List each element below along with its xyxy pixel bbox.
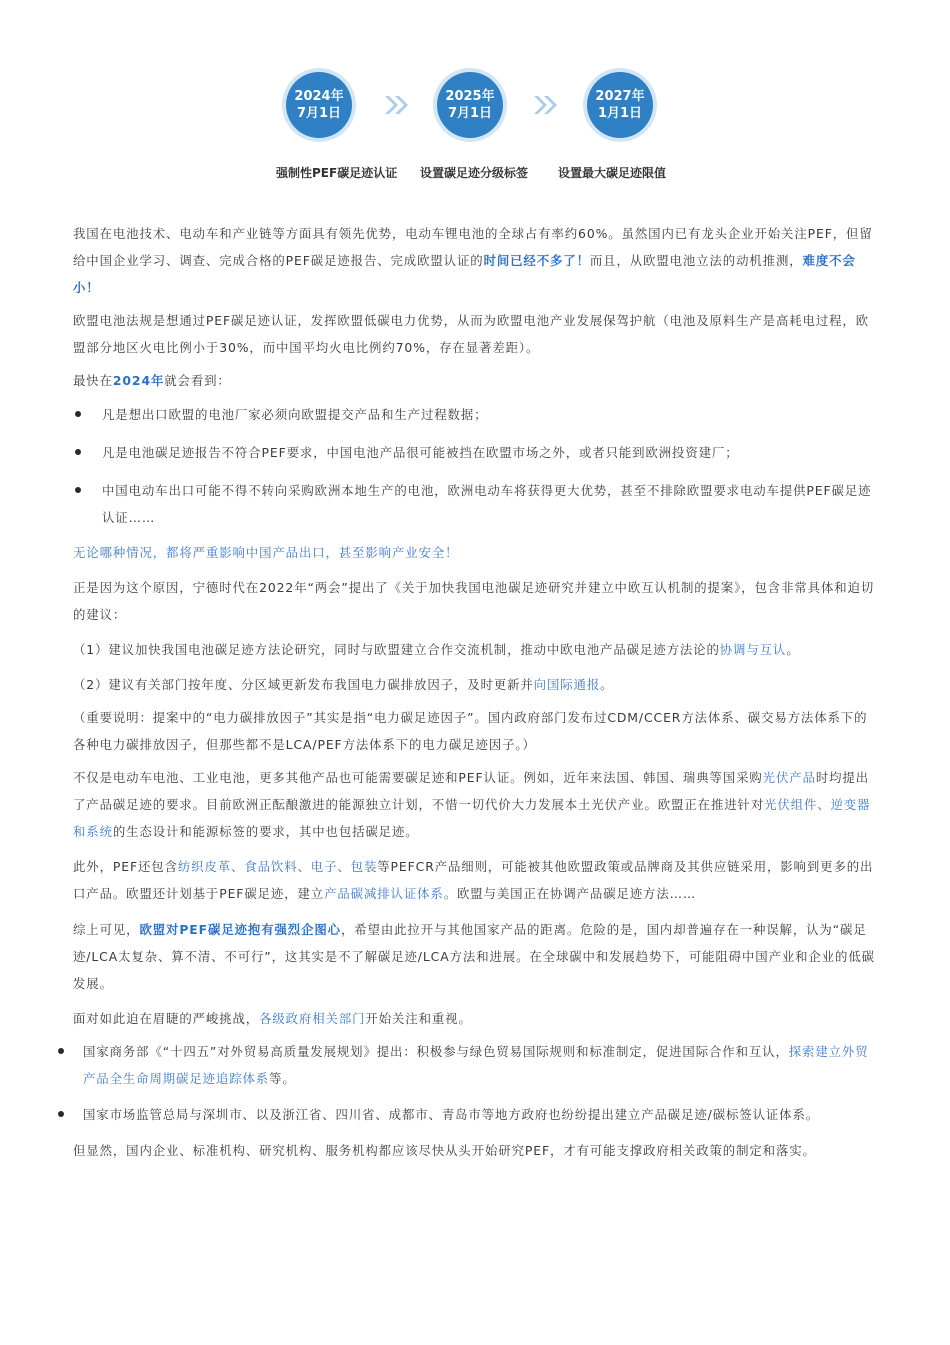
timeline-year: 2025年 [445,89,495,104]
timeline-year: 2027年 [595,89,645,104]
list-item: 国家市场监管总局与深圳市、以及浙江省、四川省、成都市、青岛市等地方政府也纷纷提出建立产品碳足迹/碳标签认证体系。 [58,1101,878,1128]
highlight-coordination: 协调与互认 [719,642,787,657]
list-item: 凡是想出口欧盟的电池厂家必须向欧盟提交产品和生产过程数据； [73,401,878,428]
bullet-icon [58,1111,64,1117]
highlight-categories: 纺织皮革、食品饮料、电子、包装 [177,859,378,874]
timeline-label-1: 强制性PEF碳足迹认证 [276,166,398,180]
paragraph-other-products: 不仅是电动车电池、工业电池，更多其他产品也可能需要碳足迹和PEF认证。例如，近年来法国、韩国、瑞典等国采购光伏产品时均提出了产品碳足迹的要求。目前欧洲正酝酿激进的能源独立计划，不惜一切代价大力发展本土光伏产业。欧盟正在推进针对光伏组件、逆变器和系统的生态设计和能源标签的要求，其中也包括碳足迹。 [73,770,871,839]
bullet-icon [75,411,81,417]
highlight-year: 2024年 [112,373,165,388]
paragraph-warning: 无论哪种情况，都将严重影响中国产品出口，甚至影响产业安全！ [73,545,459,560]
timeline-label-2: 设置碳足迹分级标签 [420,166,529,180]
paragraph-catl-proposal: 正是因为这个原因，宁德时代在2022年“两会”提出了《关于加快我国电池碳足迹研究并建立中欧互认机制的提案》，包含非常具体和迫切的建议： [73,580,875,622]
paragraph-government: 面对如此迫在眉睫的严峻挑战，各级政府相关部门开始关注和重视。 [73,1011,472,1026]
highlight-report: 向国际通报 [533,677,601,692]
paragraph-suggestion-2: （2）建议有关部门按年度、分区域更新发布我国电力碳排放因子，及时更新并向国际通报。 [73,677,614,692]
double-chevron-right-icon [532,93,560,117]
paragraph-pefcr: 此外，PEF还包含纺织皮革、食品饮料、电子、包装等PEFCR产品细则，可能被其他欧盟政策或品牌商及其供应链采用，影响到更多的出口产品。欧盟还计划基于PEF碳足迹，建立产品碳减排认证体系。欧盟与美国正在协调产品碳足迹方法…… [73,859,874,901]
list-item: 国家商务部《“十四五”对外贸易高质量发展规划》提出：积极参与绿色贸易国际规则和标准制定，促进国际合作和互认，探索建立外贸产品全生命周期碳足迹追踪体系等。 [58,1038,878,1092]
paragraph-eu-regulation: 欧盟电池法规是想通过PEF碳足迹认证，发挥欧盟低碳电力优势，从而为欧盟电池产业发展保驾护航（电池及原料生产是高耗电过程，欧盟部分地区火电比例小于30%，而中国平均火电比例约70%，存在显著差距）。 [73,313,869,355]
paragraph-summary: 综上可见，欧盟对PEF碳足迹抱有强烈企图心，希望由此拉开与其他国家产品的距离。危险的是，国内却普遍存在一种误解，认为“碳足迹/LCA太复杂、算不清、不可行”，这其实是不了解碳足迹/LCA方法和进展。在全球碳中和发展趋势下，可能阻碍中国产业和企业的低碳发展。 [73,922,875,991]
consequence-list [73,401,878,531]
timeline-node-2024 [286,72,352,138]
paragraph-conclusion: 但显然，国内企业、标准机构、研究机构、服务机构都应该尽快从头开始研究PEF，才有可能支撑政府相关政策的制定和落实。 [73,1143,816,1158]
bullet-icon [75,487,81,493]
highlight-government: 各级政府相关部门 [259,1011,366,1026]
bullet-icon [58,1048,64,1054]
list-item: 中国电动车出口可能不得不转向采购欧洲本地生产的电池，欧洲电动车将获得更大优势，甚至不排除欧盟要求电动车提供PEF碳足迹认证…… [73,477,878,531]
paragraph-suggestion-1: （1）建议加快我国电池碳足迹方法论研究，同时与欧盟建立合作交流机制，推动中欧电池产品碳足迹方法论的协调与互认。 [73,642,800,657]
government-list [58,1038,878,1128]
timeline-label-3: 设置最大碳足迹限值 [558,166,667,180]
article-body [73,220,878,1164]
highlight-ambition: 欧盟对PEF碳足迹抱有强烈企图心 [139,922,341,937]
timeline-date: 1月1日 [597,106,643,121]
timeline-date: 7月1日 [447,106,493,121]
paragraph-note: （重要说明：提案中的“电力碳排放因子”其实是指“电力碳足迹因子”。国内政府部门发布过CDM/CCER方法体系、碳交易方法体系下的各种电力碳排放因子，但那些都不是LCA/PEF方法体系下的电力碳足迹因子。） [73,710,868,752]
highlight-pv-products: 光伏产品 [762,770,816,785]
paragraph-2024: 最快在2024年就会看到： [73,373,231,388]
timeline-date: 7月1日 [296,106,342,121]
timeline-node-2025 [437,72,503,138]
timeline-node-2027 [587,72,653,138]
highlight-tracking-system: 探索建立外贸产品全生命周期碳足迹追踪体系 [83,1044,869,1086]
timeline-year: 2024年 [294,89,344,104]
highlight-time-short: 时间已经不多了！ [483,253,590,268]
double-chevron-right-icon [383,93,411,117]
highlight-difficulty: 难度不会小！ [73,253,856,295]
highlight-pv-modules: 光伏组件、逆变器和系统 [73,797,871,839]
highlight-certification: 产品碳减排认证体系 [324,886,444,901]
timeline [0,0,950,200]
bullet-icon [75,449,81,455]
paragraph-advantage: 我国在电池技术、电动车和产业链等方面具有领先优势，电动车锂电池的全球占有率约60%。虽然国内已有龙头企业开始关注PEF，但留给中国企业学习、调查、完成合格的PEF碳足迹报告、完成欧盟认证的时间已经不多了！而且，从欧盟电池立法的动机推测，难度不会小！ [73,226,873,295]
list-item: 凡是电池碳足迹报告不符合PEF要求，中国电池产品很可能被挡在欧盟市场之外，或者只能到欧洲投资建厂； [73,439,878,466]
